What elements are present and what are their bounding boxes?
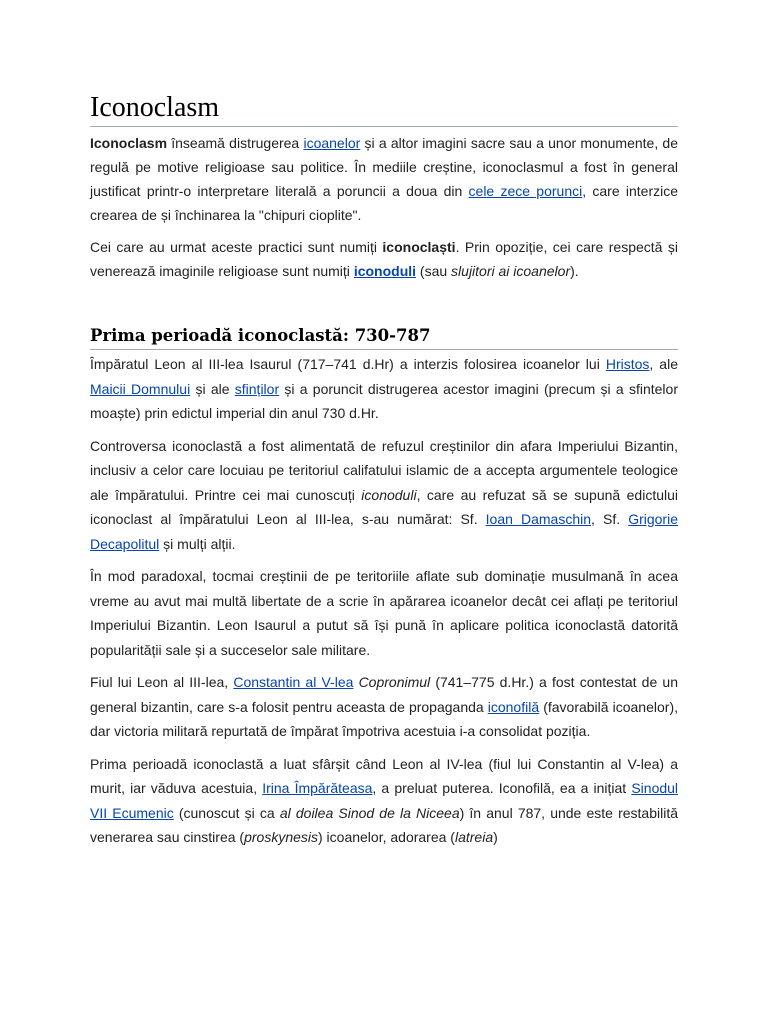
- link-iconofila[interactable]: iconofilă: [487, 698, 540, 715]
- text-span: Prima perioadă iconoclastă a luat sfârșit când Leon al IV-lea (fiul lui Constantin al V-lea) a murit, iar văduva acestuia,: [90, 755, 678, 796]
- link-grigorie-decapolitul[interactable]: Grigorie Decapolitul: [90, 511, 678, 552]
- text-span: Împăratul Leon al III-lea Isaurul (717–741 d.Hr) a interzis folosirea icoanelor lui: [90, 356, 606, 372]
- section-paragraph-1: [90, 352, 678, 426]
- italic-text: al doilea Sinod de la Niceea: [279, 804, 460, 821]
- article-title: Iconoclasm: [90, 92, 678, 127]
- text-span: , a preluat puterea. Iconofilă, ea a inițiat: [372, 780, 632, 796]
- text-span: Cei care au urmat aceste practici sunt numiți: [90, 239, 383, 255]
- section-heading: Prima perioadă iconoclastă: 730-787: [90, 324, 678, 350]
- link-maicii-domnului[interactable]: Maicii Domnului: [90, 380, 191, 397]
- link-constantin-al-v-lea[interactable]: Constantin al V-lea: [233, 674, 354, 690]
- text-span: și ale: [190, 380, 235, 397]
- link-cele-zece-porunci[interactable]: cele zece porunci: [468, 183, 583, 199]
- article-intro: [90, 131, 678, 283]
- text-span: (favorabilă icoanelor), dar victoria militară repurtată de împărat împotriva acestuia i-a consolidat poziția.: [90, 698, 678, 739]
- link-sfintilor[interactable]: sfinților: [234, 380, 280, 397]
- text-span: , ale: [649, 356, 678, 372]
- text-span: ): [493, 829, 498, 845]
- link-sinodul-vii-ecumenic[interactable]: Sinodul VII Ecumenic: [90, 780, 679, 821]
- text-span: ) în anul 787, unde este restabilită venerarea sau cinstirea (: [90, 804, 678, 845]
- link-ioan-damaschin[interactable]: Ioan Damaschin: [485, 511, 592, 527]
- intro-paragraph-1: [90, 131, 678, 227]
- section-paragraph-4: [90, 670, 678, 744]
- section-paragraph-2: [90, 434, 678, 557]
- section-paragraph-5: [90, 752, 678, 850]
- text-span: înseamă distrugerea: [167, 135, 304, 151]
- text-span: și mulți alții.: [159, 535, 236, 552]
- link-hristos[interactable]: Hristos: [605, 356, 650, 372]
- link-iconoduli[interactable]: iconoduli: [353, 263, 417, 279]
- text-span: ) icoanelor, adorarea (: [318, 829, 455, 845]
- text-span: Controversa iconoclastă a fost alimentată de refuzul creștinilor din afara Imperiului Bizantin, inclusiv a celor care locuiau pe teritoriul califatului islamic de a accepta argumentele teologice ale împăratului. Printre cei mai cunoscuți: [90, 437, 678, 503]
- link-irina-imparateasa[interactable]: Irina Împărăteasa: [262, 780, 373, 796]
- text-span: (sau: [416, 263, 452, 279]
- section-paragraph-3: [90, 564, 678, 662]
- text-span: , Sf.: [591, 511, 629, 527]
- text-span: , care au refuzat să se supună edictului iconoclast al împăratului Leon al III-lea, s-au numărat: Sf.: [90, 486, 678, 527]
- text-span: și a poruncit distrugerea acestor imagini (precum și a sfintelor moaște) prin edictul imperial din anul 730 d.Hr.: [90, 380, 678, 421]
- italic-text: iconoduli: [361, 486, 417, 503]
- section-spacer: [90, 291, 678, 324]
- italic-text: proskynesis: [244, 829, 318, 845]
- term-iconoclasti: iconoclaști: [382, 239, 456, 255]
- italic-text: latreia: [454, 829, 494, 845]
- text-span: (cunoscut și ca: [173, 804, 280, 821]
- text-span: și a altor imagini sacre sau a unor monumente, de regulă pe motive religioase sau politice. În mediile creștine, iconoclasmul a fost în general justificat printr-o interpretare literală a poruncii a doua din: [90, 135, 679, 199]
- text-span: . Prin opoziție, cei care respectă și venerează imaginile religioase sunt numiți: [90, 239, 678, 279]
- italic-text: slujitori ai icoanelor: [451, 263, 571, 279]
- italic-text: Copronimul: [358, 674, 431, 690]
- term-iconoclasm: Iconoclasm: [90, 135, 168, 151]
- text-span: ).: [570, 263, 579, 279]
- text-span: (741–775 d.Hr.) a fost contestat de un general bizantin, care s-a folosit pentru aceasta de propaganda: [90, 674, 678, 715]
- intro-paragraph-2: [90, 235, 678, 283]
- link-icoanelor[interactable]: icoanelor: [303, 135, 361, 151]
- text-span: , care interzice crearea de și închinarea la "chipuri cioplite".: [90, 183, 679, 223]
- article-content: [90, 92, 678, 858]
- text-span: Fiul lui Leon al III-lea,: [90, 674, 234, 690]
- text-span: În mod paradoxal, tocmai creștinii de pe teritoriile aflate sub dominație musulmană în acea vreme au avut mai multă libertate de a scrie în apărarea icoanelor decât cei aflați pe teritoriul Imperiului Bizantin. Leon Isaurul a putut să își pună în aplicare politica iconoclastă datorită popularității sale și a succeselor sale militare.: [90, 568, 678, 658]
